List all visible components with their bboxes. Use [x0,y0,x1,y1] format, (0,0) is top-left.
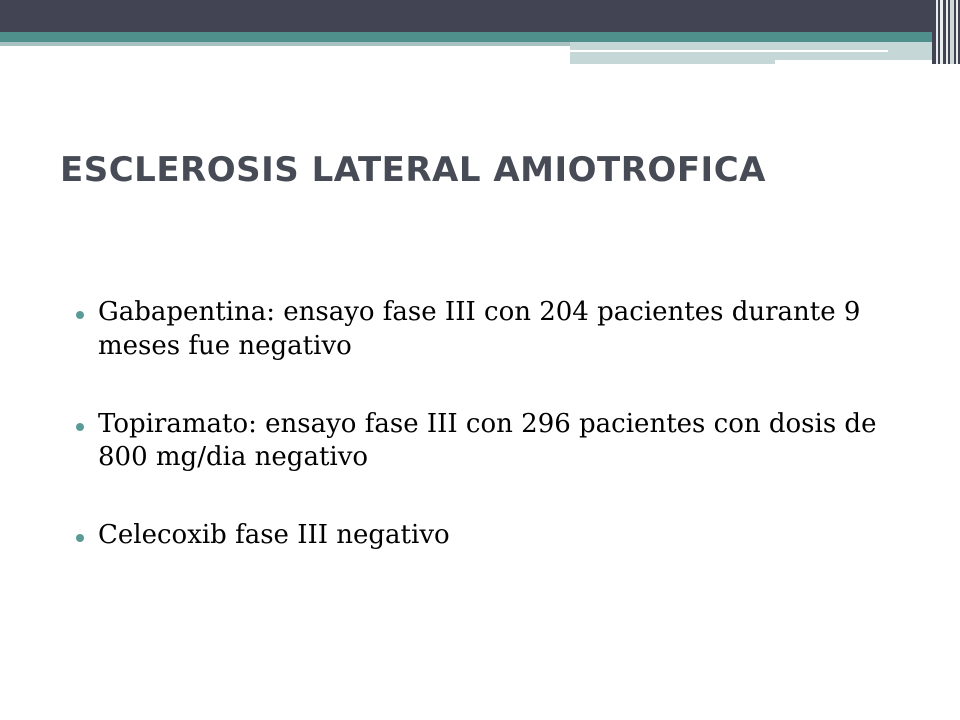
header-band-teal [0,32,940,42]
header-divider-line [570,50,888,52]
bullet-dot-icon [76,423,84,431]
header-band-light [0,42,570,46]
bullet-text: Gabapentina: ensayo fase III con 204 pacientes durante 9 meses fue negativo [98,297,861,361]
header-vertical-stripes [932,0,960,64]
bullet-text: Topiramato: ensayo fase III con 296 pacientes con dosis de 800 mg/dia negativo [98,408,877,473]
bullet-dot-icon [76,311,84,319]
stripe [956,0,958,64]
bullet-text: Celecoxib fase III negativo [98,520,450,551]
header-notch [775,60,932,64]
header-band-dark [0,0,960,32]
stripe [950,0,954,64]
bullet-list [70,296,890,597]
bullet-dot-icon [76,534,84,542]
stripe [936,0,938,64]
stripe [940,0,943,64]
bullet-item [70,296,890,364]
stripe [946,0,948,64]
bullet-item [70,519,890,553]
slide-title: ESCLEROSIS LATERAL AMIOTROFICA [60,150,766,190]
bullet-item [70,408,890,476]
